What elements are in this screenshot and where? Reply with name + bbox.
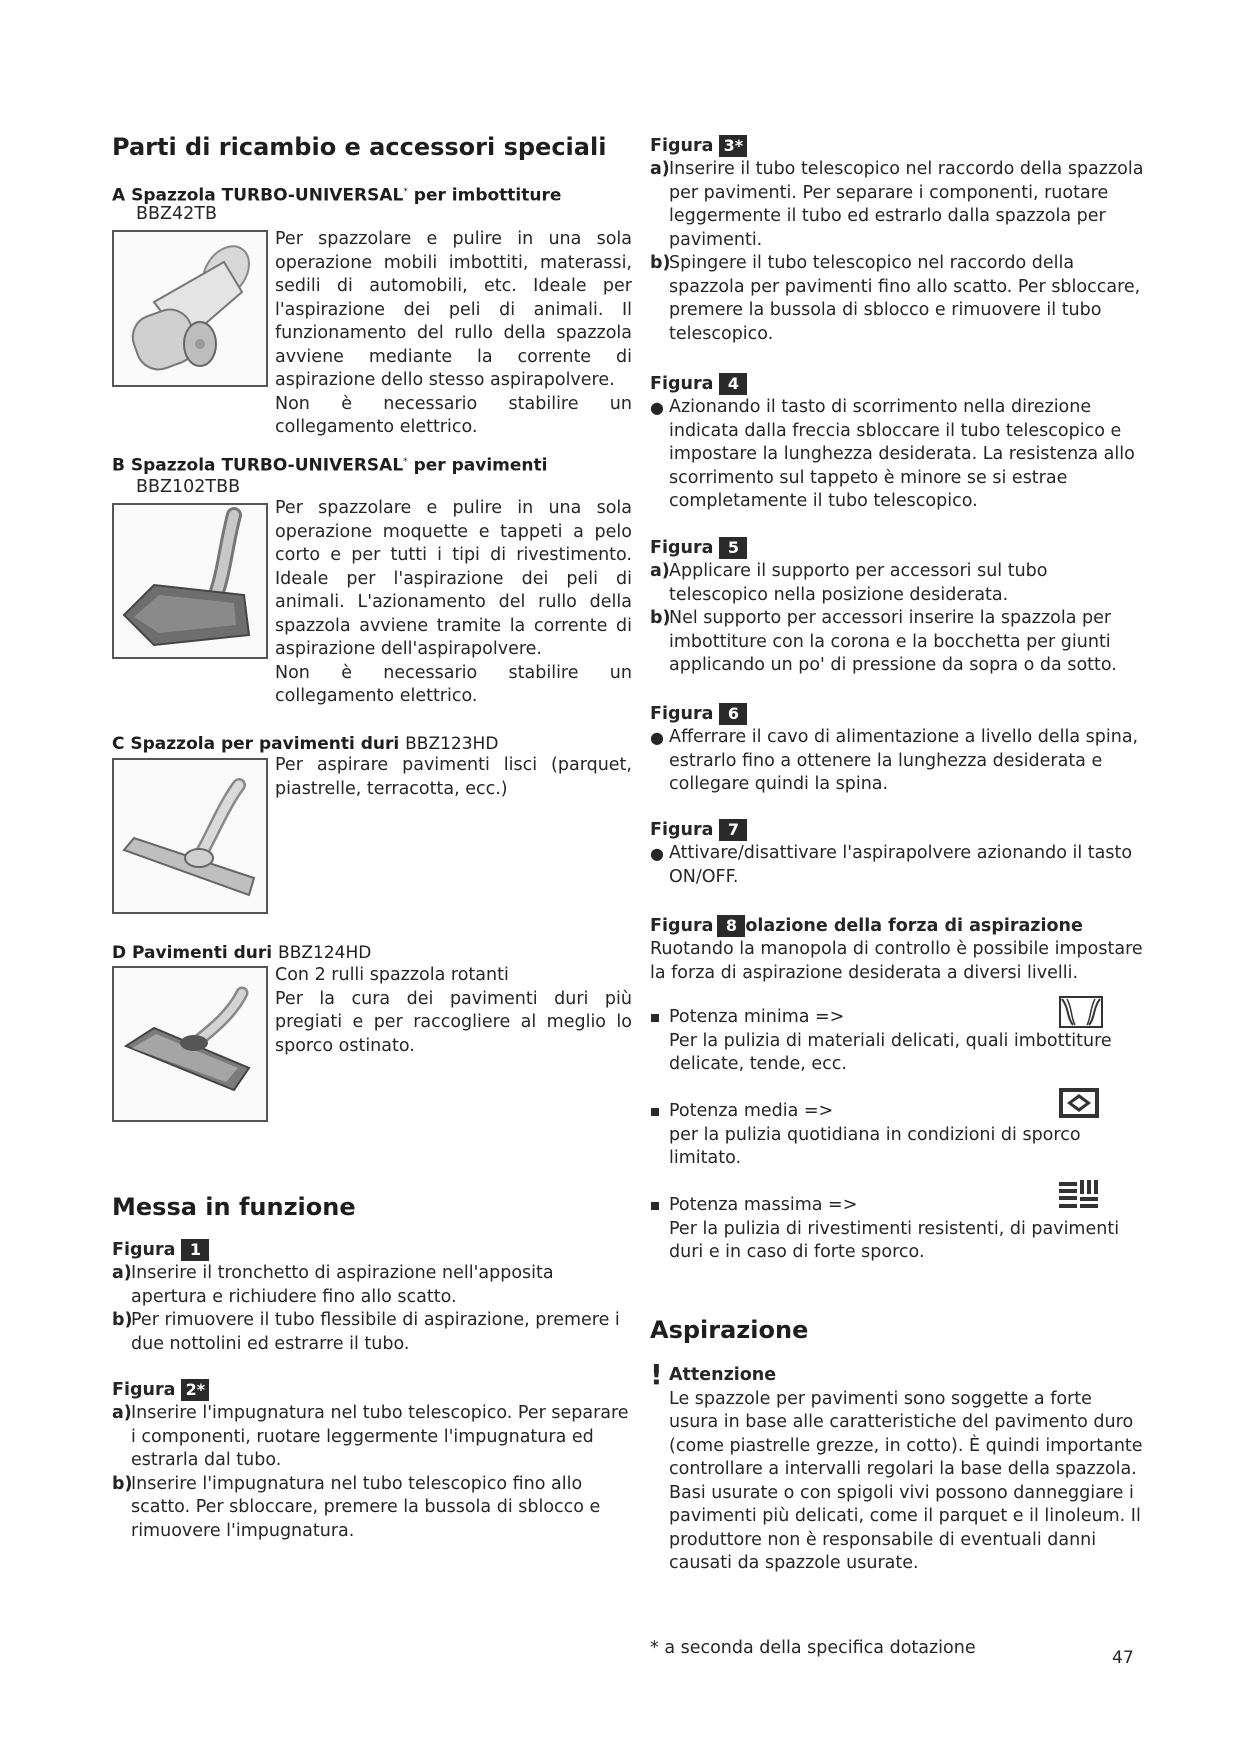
power-level-med — [650, 1100, 1145, 1171]
item-d-line1: Con 2 rulli spazzola rotanti — [275, 965, 509, 985]
power-level-min-name: Potenza minima => — [669, 1007, 845, 1027]
fig7-bullet: ● — [650, 844, 664, 863]
fig8-number: 8 — [717, 915, 745, 937]
fig7-number: 7 — [719, 819, 747, 841]
power-level-med-name: Potenza media => — [669, 1101, 834, 1121]
item-b-code: BBZ102TBB — [136, 477, 241, 497]
fig5-step-b-text: Nel supporto per accessori inserire la spazzola per imbottiture con la corona e la bocchetta per giunti applicando un po' di pressione da sopra o da sotto. — [669, 608, 1117, 675]
item-b-heading-text: B Spazzola TURBO-UNIVERSAL — [112, 455, 404, 476]
page-number: 47 — [1112, 1648, 1134, 1668]
fig7-text: Attivare/disattivare l'aspirapolvere azionando il tasto ON/OFF. — [669, 843, 1133, 887]
fig4-bullet: ● — [650, 398, 664, 417]
fig2-step-b-label: b) — [112, 1473, 133, 1494]
upholstery-brush-image — [114, 232, 266, 385]
item-b-description-text: Per spazzolare e pulire in una sola operazione moquette e tappeti a pelo corto e per tutti i tipi di rivestimento. Ideale per l'aspirazione dei peli di animali. L'azionamento del rullo della spazzola avviene tramite la corrente di aspirazione dell'aspirapolvere. — [275, 498, 632, 659]
power-level-med-desc: per la pulizia quotidiana in condizioni di sporco limitato. — [669, 1124, 1081, 1168]
item-a-heading-text: A Spazzola TURBO-UNIVERSAL — [112, 185, 404, 206]
fig8-block — [650, 914, 1145, 985]
item-d-heading — [112, 942, 371, 965]
fig7-block — [650, 818, 1145, 889]
fig4-item — [650, 396, 1145, 514]
carpet-icon — [1059, 1088, 1099, 1118]
fig4-heading — [650, 372, 1145, 396]
square-bullet-icon — [651, 1108, 659, 1116]
fig3-number: 3* — [719, 135, 747, 157]
fig1-block — [112, 1238, 632, 1356]
item-d-photo — [112, 966, 268, 1122]
hard-floor-brush-image — [114, 760, 266, 912]
fig1-heading — [112, 1238, 632, 1262]
fig2-step-a — [112, 1402, 632, 1473]
fig6-heading — [650, 702, 1145, 726]
item-b-heading — [112, 451, 547, 478]
fig2-label: Figura — [112, 1380, 176, 1400]
attention-title: Attenzione — [669, 1365, 777, 1385]
item-b-heading-post: per pavimenti — [407, 455, 548, 476]
item-b-sup: * — [403, 457, 408, 467]
fig6-bullet: ● — [650, 728, 664, 747]
item-a-heading-post: per imbottiture — [407, 185, 562, 206]
fig6-label: Figura — [650, 704, 714, 724]
item-c-heading — [112, 733, 498, 756]
item-b-photo — [112, 503, 268, 659]
item-a-description — [275, 228, 632, 440]
square-bullet-icon — [651, 1202, 659, 1210]
fig3-step-b — [650, 252, 1145, 346]
section-title-setup: Messa in funzione — [112, 1193, 356, 1221]
item-a-code: BBZ42TB — [136, 204, 217, 224]
item-c-code: BBZ123HD — [405, 734, 499, 754]
item-d-description — [275, 964, 632, 1058]
fig1-step-b-label: b) — [112, 1310, 133, 1330]
fig4-label: Figura — [650, 374, 714, 394]
fig2-heading — [112, 1378, 632, 1402]
fig1-step-b — [112, 1309, 632, 1356]
footnote: * a seconda della specifica dotazione — [650, 1638, 976, 1658]
item-c-heading-text: C Spazzola per pavimenti duri — [112, 734, 400, 754]
section-title-parts: Parti di ricambio e accessori speciali — [112, 133, 607, 161]
fig2-number: 2* — [181, 1379, 209, 1401]
fig8-title: olazione della forza di aspirazione — [745, 916, 1083, 936]
fig6-item — [650, 726, 1145, 797]
item-c-photo — [112, 758, 268, 914]
fig2-step-b-text: Inserire l'impugnatura nel tubo telescopico fino allo scatto. Per sbloccare, premere la bussola di sblocco e rimuovere l'impugnatura. — [131, 1473, 601, 1541]
item-a-note: Non è necessario stabilire un collegamento elettrico. — [275, 393, 632, 437]
power-level-max-name: Potenza massima => — [669, 1195, 858, 1215]
square-bullet-icon — [651, 1014, 659, 1022]
fig8-heading — [650, 914, 1145, 938]
item-d-code: BBZ124HD — [278, 943, 372, 963]
fig5-step-a-text: Applicare il supporto per accessori sul tubo telescopico nella posizione desiderata. — [669, 561, 1048, 605]
fig6-number: 6 — [719, 703, 747, 725]
fig2-step-a-text: Inserire l'impugnatura nel tubo telescopico. Per separare i componenti, ruotare leggermente l'impugnatura ed estrarla dal tubo. — [131, 1403, 629, 1470]
hard-floor-rollers-image — [114, 968, 266, 1120]
power-level-max-desc: Per la pulizia di rivestimenti resistenti, di pavimenti duri e in caso di forte sporco. — [669, 1218, 1120, 1262]
fig6-text: Afferrare il cavo di alimentazione a livello della spina, estrarlo fino a ottenere la lunghezza desiderata e collegare quindi la spina. — [669, 727, 1139, 794]
item-b-note: Non è necessario stabilire un collegamento elettrico. — [275, 662, 632, 706]
fig3-heading — [650, 134, 1145, 158]
fig1-step-a-label: a) — [112, 1263, 132, 1283]
fig7-label: Figura — [650, 820, 714, 840]
attention-content — [650, 1364, 1145, 1576]
item-b-description — [275, 497, 632, 709]
attention-text: Le spazzole per pavimenti sono soggette a forte usura in base alle caratteristiche del pavimento duro (come piastrelle grezze, in cotto). È quindi importante controllare a intervalli regolari la base della spazzola. Basi usurate o con spigoli vivi possono danneggiare i pavimenti più delicati, come il parquet e il linoleum. Il produttore non è responsabile di eventuali danni causati da spazzole usurate. — [669, 1388, 1143, 1573]
floor-icon — [1059, 1180, 1099, 1212]
item-c-description: Per aspirare pavimenti lisci (parquet, piastrelle, terracotta, ecc.) — [275, 755, 632, 799]
fig5-number: 5 — [719, 537, 747, 559]
fig2-block — [112, 1378, 632, 1543]
fig5-step-a-label: a) — [650, 561, 670, 581]
fig6-block — [650, 702, 1145, 797]
fig1-step-a-text: Inserire il tronchetto di aspirazione nell'apposita apertura e richiudere fino allo scatto. — [131, 1263, 554, 1307]
fig7-heading — [650, 818, 1145, 842]
item-d-heading-text: D Pavimenti duri — [112, 943, 273, 963]
fig1-label: Figura — [112, 1240, 176, 1260]
power-level-min-desc: Per la pulizia di materiali delicati, quali imbottiture delicate, tende, ecc. — [669, 1030, 1112, 1074]
fig3-block — [650, 134, 1145, 346]
fig3-step-a-text: Inserire il tubo telescopico nel raccordo della spazzola per pavimenti. Per separare i componenti, ruotare leggermente il tubo ed estrarlo dalla spazzola per pavimenti. — [669, 159, 1144, 250]
item-a-photo — [112, 230, 268, 387]
fig4-block — [650, 372, 1145, 514]
power-level-max — [650, 1194, 1145, 1265]
fig1-step-b-text: Per rimuovere il tubo flessibile di aspirazione, premere i due nottolini ed estrarre il tubo. — [131, 1310, 620, 1354]
fig3-step-a — [650, 158, 1145, 252]
item-d-description-text: Per la cura dei pavimenti duri più pregiati e per raccogliere al meglio lo sporco ostinato. — [275, 988, 632, 1056]
fig5-label: Figura — [650, 538, 714, 558]
fig4-number: 4 — [719, 373, 747, 395]
item-a-sup: * — [403, 187, 408, 197]
fig5-step-b-label: b) — [650, 608, 671, 628]
fig5-heading — [650, 536, 1145, 560]
fig2-step-a-label: a) — [112, 1403, 132, 1423]
item-a-description-text: Per spazzolare e pulire in una sola operazione mobili imbottiti, materassi, sedili di automobili, etc. Ideale per l'aspirazione dei peli di animali. Il funzionamento del rullo della spazzola avviene mediante la corrente di aspirazione dello stesso aspirapolvere. — [275, 229, 632, 390]
fig3-label: Figura — [650, 136, 714, 156]
fig5-block — [650, 536, 1145, 678]
fig5-step-b — [650, 607, 1145, 678]
fig2-step-b — [112, 1473, 632, 1544]
fig4-text: Azionando il tasto di scorrimento nella direzione indicata dalla freccia sbloccare il tubo telescopico e impostare la lunghezza desiderata. La resistenza allo scorrimento sul tappeto è minore se si estrae completamente il tubo telescopico. — [669, 397, 1135, 511]
fig8-intro: Ruotando la manopola di controllo è possibile impostare la forza di aspirazione desiderata a diversi livelli. — [650, 939, 1143, 983]
fig8-label: Figura — [650, 916, 714, 936]
fig7-item — [650, 842, 1145, 889]
power-level-min — [650, 1006, 1145, 1077]
floor-turbo-brush-image — [114, 505, 266, 657]
curtain-icon — [1059, 996, 1103, 1028]
warning-icon: ! — [650, 1358, 663, 1391]
fig3-step-a-label: a) — [650, 159, 670, 179]
fig1-step-a — [112, 1262, 632, 1309]
fig5-step-a — [650, 560, 1145, 607]
attention-block — [650, 1358, 1145, 1576]
fig3-step-b-text: Spingere il tubo telescopico nel raccordo della spazzola per pavimenti fino allo scatto. Per sbloccare, premere la bussola di sblocco e rimuovere il tubo telescopico. — [669, 253, 1141, 344]
section-title-suction: Aspirazione — [650, 1316, 809, 1344]
fig1-number: 1 — [181, 1239, 209, 1261]
fig3-step-b-label: b) — [650, 253, 671, 273]
